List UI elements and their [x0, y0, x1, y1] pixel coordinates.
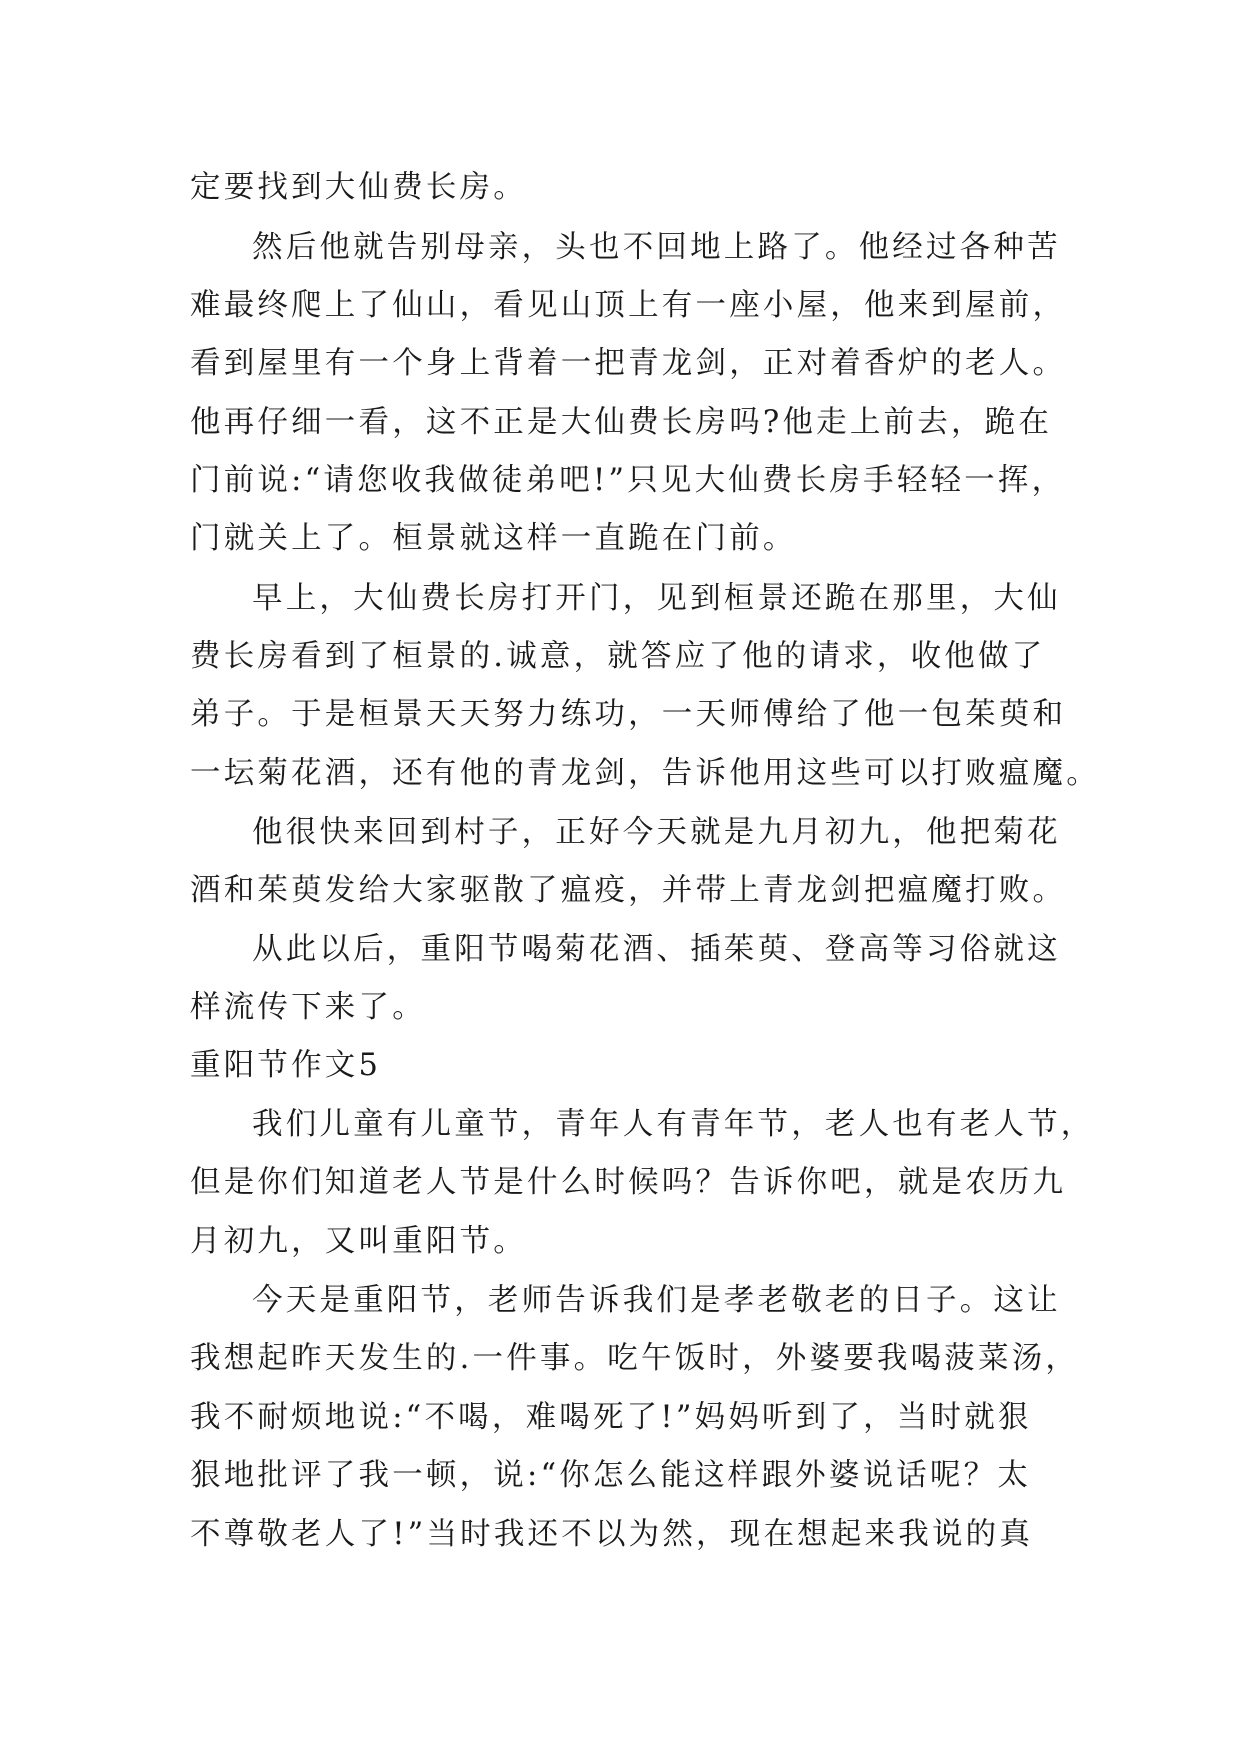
text-line: 我想起昨天发生的.一件事。吃午饭时，外婆要我喝菠菜汤，: [190, 1341, 1080, 1376]
text-line: 月初九，又叫重阳节。: [190, 1224, 527, 1259]
text-line: 我不耐烦地说:“不喝，难喝死了!”妈妈听到了，当时就狠: [190, 1400, 1032, 1435]
text-line: 费长房看到了桓景的.诚意，就答应了他的请求，收他做了: [190, 639, 1046, 674]
text-line: 门前说:“请您收我做徒弟吧!”只见大仙费长房手轻轻一挥，: [190, 463, 1066, 498]
text-line: 定要找到大仙费长房。: [190, 170, 527, 205]
section-heading: 重阳节作文5: [190, 1048, 382, 1083]
paragraph-first-line: 我们儿童有儿童节，青年人有青年节，老人也有老人节，: [252, 1107, 1095, 1142]
text-line: 看到屋里有一个身上背着一把青龙剑，正对着香炉的老人。: [190, 346, 1067, 381]
text-line: 样流传下来了。: [190, 990, 426, 1025]
text-line: 一坛菊花酒，还有他的青龙剑，告诉他用这些可以打败瘟魔。: [190, 756, 1100, 791]
paragraph-first-line: 他很快来回到村子，正好今天就是九月初九，他把菊花: [252, 815, 1061, 850]
text-line: 不尊敬老人了!”当时我还不以为然，现在想起来我说的真: [190, 1517, 1034, 1552]
text-line: 酒和茱萸发给大家驱散了瘟疫，并带上青龙剑把瘟魔打败。: [190, 873, 1067, 908]
text-line: 他再仔细一看，这不正是大仙费长房吗?他走上前去，跪在: [190, 405, 1053, 440]
paragraph-first-line: 从此以后，重阳节喝菊花酒、插茱萸、登高等习俗就这: [252, 932, 1061, 967]
text-line: 弟子。于是桓景天天努力练功，一天师傅给了他一包茱萸和: [190, 697, 1067, 732]
text-line: 难最终爬上了仙山，看见山顶上有一座小屋，他来到屋前，: [190, 288, 1067, 323]
paragraph-first-line: 然后他就告别母亲，头也不回地上路了。他经过各种苦: [252, 230, 1061, 265]
paragraph-first-line: 今天是重阳节，老师告诉我们是孝老敬老的日子。这让: [252, 1283, 1061, 1318]
text-line: 狠地批评了我一顿，说:“你怎么能这样跟外婆说话呢？太: [190, 1458, 1032, 1493]
text-line: 但是你们知道老人节是什么时候吗？告诉你吧，就是农历九: [190, 1165, 1067, 1200]
text-line: 门就关上了。桓景就这样一直跪在门前。: [190, 521, 797, 556]
paragraph-first-line: 早上，大仙费长房打开门，见到桓景还跪在那里，大仙: [252, 581, 1061, 616]
